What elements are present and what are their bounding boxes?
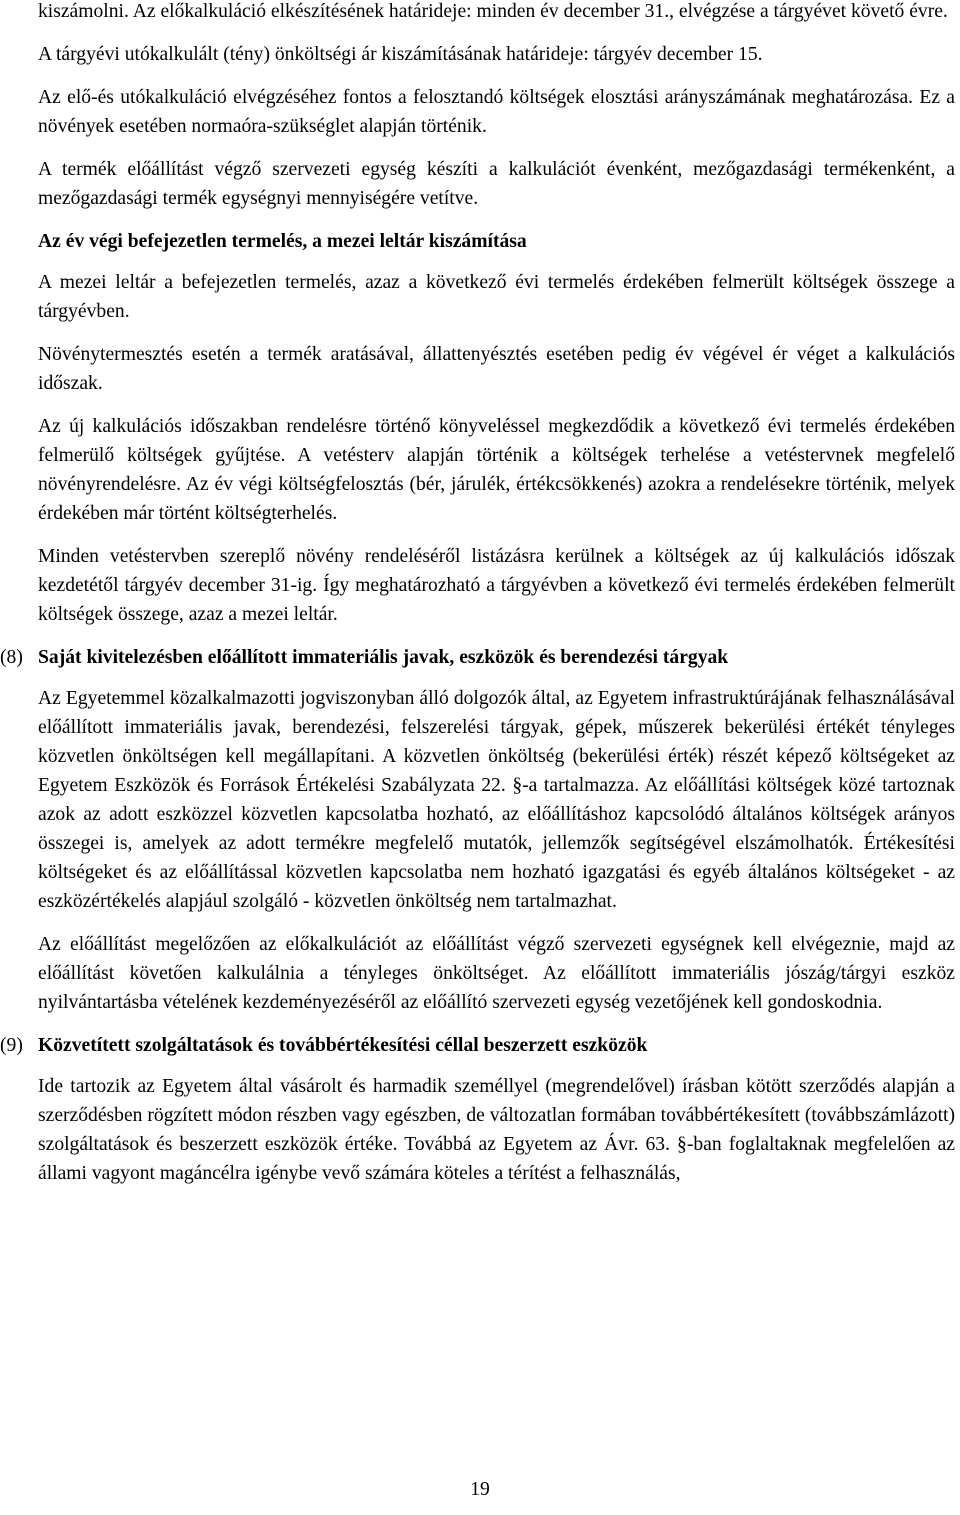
section-heading-9 bbox=[0, 1031, 955, 1060]
paragraph: Az elő-és utókalkuláció elvégzéséhez fontos a felosztandó költségek elosztási arányszámának meghatározása. Ez a növények esetében normaóra-szükséglet alapján történik. bbox=[38, 87, 955, 137]
paragraph: Minden vetéstervben szereplő növény rendeléséről listázásra kerülnek a költségek az új kalkulációs időszak kezdetétől tárgyév december 31-ig. Így meghatározható a tárgyévben a következő évi termelés érdekében felmerült költségek összege, azaz a mezei leltár. bbox=[38, 546, 955, 625]
paragraph: A tárgyévi utókalkulált (tény) önköltségi ár kiszámításának határideje: tárgyév december 15. bbox=[38, 44, 763, 65]
paragraph: Ide tartozik az Egyetem által vásárolt és harmadik személlyel (megrendelővel) írásban kötött szerződés alapján a szerződésben rögzített módon részben vagy egészben, de változatlan formában továbbértékesített (továbbszámlázott) szolgáltatások és beszerzett eszközök értéke. Továbbá az Egyetem az Ávr. 63. §-ban foglaltaknak megfelelően az állami vagyont magáncélra igénybe vevő számára köteles a térítést a felhasználás, bbox=[38, 1076, 955, 1184]
section-heading-mezei-leltar: Az év végi befejezetlen termelés, a mezei leltár kiszámítása bbox=[38, 231, 527, 252]
section-number: (9) bbox=[0, 1035, 23, 1056]
paragraph: kiszámolni. Az előkalkuláció elkészítésének határideje: minden év december 31., elvégzése a tárgyévet követő évre. bbox=[38, 1, 948, 22]
section-heading-8 bbox=[0, 643, 955, 672]
section-title: Közvetített szolgáltatások és továbbértékesítési céllal beszerzett eszközök bbox=[38, 1035, 648, 1056]
section-number: (8) bbox=[0, 647, 23, 668]
page-number: 19 bbox=[470, 1479, 490, 1500]
paragraph: A mezei leltár a befejezetlen termelés, azaz a következő évi termelés érdekében felmerült költségek összege a tárgyévben. bbox=[38, 272, 955, 322]
paragraph: Az előállítást megelőzően az előkalkulációt az előállítást végző szervezeti egységnek kell elvégeznie, majd az előállítást követően kalkulálnia a tényleges önköltséget. Az előállított immateriális jószág/tárgyi eszköz nyilvántartásba vételének kezdeményezéséről az előállító szervezeti egység vezetőjének kell gondoskodnia. bbox=[38, 934, 955, 1013]
paragraph: Növénytermesztés esetén a termék aratásával, állattenyésztés esetében pedig év végével ér véget a kalkulációs időszak. bbox=[38, 344, 955, 394]
paragraph: Az Egyetemmel közalkalmazotti jogviszonyban álló dolgozók által, az Egyetem infrastruktúrájának felhasználásával előállított immateriális javak, berendezési, felszerelési tárgyak, gépek, műszerek bekerülési értékét tényleges közvetlen önköltségen kell megállapítani. A közvetlen önköltség (bekerülési érték) részét képező költségeket az Egyetem Eszközök és Források Értékelési Szabályzata 22. §-a tartalmazza. Az előállítási költségek közé tartoznak azok az adott eszközzel közvetlen kapcsolatba hozható, az előállításhoz kapcsolódó általános költségek arányos összegei is, amelyek az adott termékre megfelelő mutatók, jellemzők segítségével elszámolhatók. Értékesítési költségeket és az előállítással közvetlen kapcsolatba nem hozható igazgatási és egyéb általános költségeket - az eszközértékelés alapjául szolgáló - közvetlen önköltség nem tartalmazhat. bbox=[38, 688, 955, 912]
paragraph: Az új kalkulációs időszakban rendelésre történő könyveléssel megkezdődik a következő évi termelés érdekében felmerülő költségek gyűjtése. A vetésterv alapján történik a költségek terhelése a vetéstervnek megfelelő növényrendelésre. Az év végi költségfelosztás (bér, járulék, értékcsökkenés) azokra a rendelésekre történik, melyek érdekében már történt költségterhelés. bbox=[38, 416, 955, 524]
section-title: Saját kivitelezésben előállított immateriális javak, eszközök és berendezési tárgyak bbox=[38, 647, 729, 668]
paragraph: A termék előállítást végző szervezeti egység készíti a kalkulációt évenként, mezőgazdasági termékenként, a mezőgazdasági termék egységnyi mennyiségére vetítve. bbox=[38, 159, 955, 209]
